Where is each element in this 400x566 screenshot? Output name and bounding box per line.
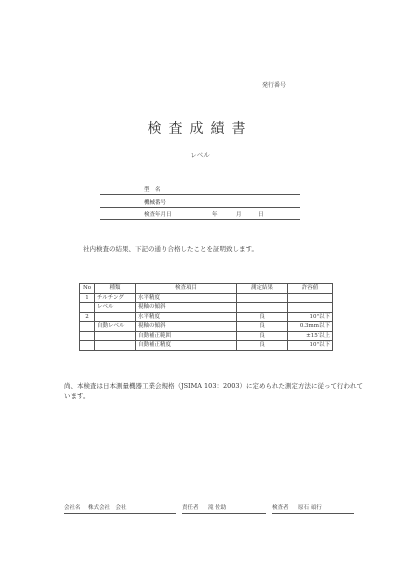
serial-number-label: 機械番号 xyxy=(144,200,167,206)
table-row xyxy=(80,303,333,313)
row-result: 良 xyxy=(237,322,288,332)
header-result: 測定結果 xyxy=(237,284,288,294)
day-suffix: 日 xyxy=(258,212,264,218)
table-row xyxy=(80,293,333,303)
row-item: 水平精度 xyxy=(136,312,237,322)
row-result: 良 xyxy=(237,331,288,341)
company-label: 会社名 xyxy=(64,505,81,511)
responsible-underline xyxy=(182,513,266,514)
table-row xyxy=(80,341,333,351)
inspector-underline xyxy=(272,513,354,514)
header-type: 種類 xyxy=(95,284,136,294)
document-number-label: 発行番号 xyxy=(262,82,287,89)
row-no: 2 xyxy=(80,312,95,322)
inspector-label: 検査者 xyxy=(272,505,289,511)
row-tolerance xyxy=(288,293,333,303)
row-item: 視軸の傾斜 xyxy=(136,322,237,332)
row-item: 自動補正精度 xyxy=(136,341,237,351)
header-tolerance: 許容値 xyxy=(288,284,333,294)
row-type: チルチング xyxy=(95,293,136,303)
year-suffix: 年 xyxy=(212,212,218,218)
row-tolerance: 10"以下 xyxy=(288,341,333,351)
row-tolerance xyxy=(288,303,333,313)
row-result: 良 xyxy=(237,341,288,351)
header-no: No xyxy=(80,284,95,294)
page-subtitle: レベル xyxy=(190,151,210,159)
inspection-date-field xyxy=(100,209,300,220)
row-result xyxy=(237,303,288,313)
row-item: 自動補正範囲 xyxy=(136,331,237,341)
row-no xyxy=(80,303,95,313)
table-row xyxy=(80,322,333,332)
header-item: 検査項目 xyxy=(136,284,237,294)
month-suffix: 月 xyxy=(236,212,242,218)
inspector-name: 原石 頑行 xyxy=(298,505,322,511)
model-name-label: 型 名 xyxy=(144,187,161,193)
row-no xyxy=(80,341,95,351)
row-tolerance: ±15′以上 xyxy=(288,331,333,341)
company-name: 株式会社 会社 xyxy=(88,505,127,511)
standards-note: 尚、本検査は日本測量機器工業会規格（JSIMA 103：2003）に定められた測定方法に従って行われています。 xyxy=(64,382,363,400)
row-type xyxy=(95,331,136,341)
certification-statement: 社内検査の結果、下記の通り合格したことを証明致します。 xyxy=(83,245,258,253)
model-name-field xyxy=(100,184,300,195)
row-type xyxy=(95,341,136,351)
row-type xyxy=(95,312,136,322)
row-tolerance: 10"以下 xyxy=(288,312,333,322)
responsible-name: 滝 佐助 xyxy=(208,505,227,511)
row-result xyxy=(237,293,288,303)
inspection-date-label: 検査年月日 xyxy=(144,212,172,218)
company-underline xyxy=(64,513,176,514)
row-item: 水平精度 xyxy=(136,293,237,303)
row-result: 良 xyxy=(237,312,288,322)
page-title: 検査成績書 xyxy=(147,121,253,137)
inspection-results-table xyxy=(79,283,333,351)
serial-number-field xyxy=(100,197,300,208)
row-tolerance: 0.3mm以下 xyxy=(288,322,333,332)
row-no xyxy=(80,331,95,341)
row-no: 1 xyxy=(80,293,95,303)
table-row xyxy=(80,312,333,322)
responsible-label: 責任者 xyxy=(182,505,199,511)
table-header-row xyxy=(80,284,333,294)
row-type: レベル xyxy=(95,303,136,313)
row-item: 視軸の傾斜 xyxy=(136,303,237,313)
row-no xyxy=(80,322,95,332)
row-type: 自動レベル xyxy=(95,322,136,332)
table-row xyxy=(80,331,333,341)
